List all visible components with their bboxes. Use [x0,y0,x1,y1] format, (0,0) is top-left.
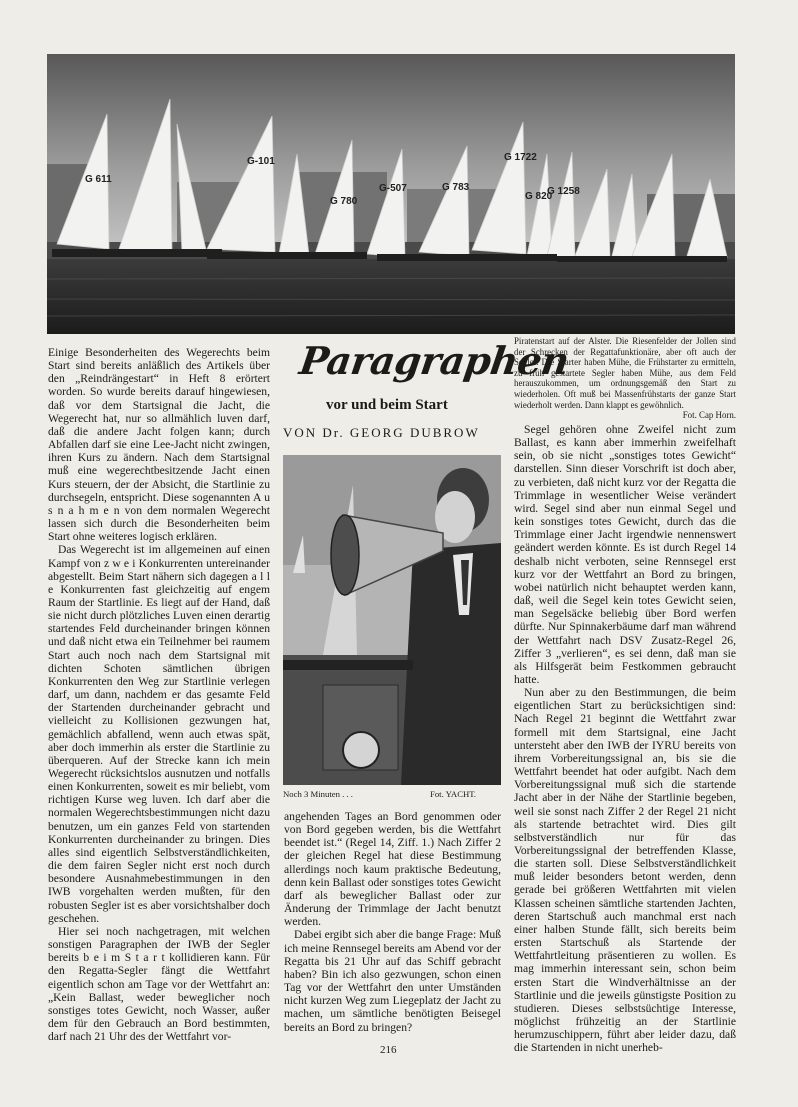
paragraph: Hier sei noch nachgetragen, mit welchen sonstigen Paragraphen der IWB der Segler bereits b e i m S t a r t kollidieren kann. Für den Regatta-Segler fängt die Wettfahrt eigentlich schon am Tage vor der Wettfahrt an: „Kein Ballast, weder beweglicher noch sonstiges totes Gewicht, noch Wasser, außer dem für den Gebrauch an Bord bestimmten, darf nach 21 Uhr des der Wettfahrt vor- [48,924,270,1044]
photo-credit: Fot. Cap Horn. [682,410,736,421]
sail-number: G 780 [330,196,358,207]
regatta-start-photo [47,54,735,334]
paragraph: Das Wegerecht ist im allgemeinen auf einen Kampf von z w e i Konkurrenten untereinander abgestellt. Beim Start nähern sich dagegen a l l e Konkurrenten fast gleichzeitig auf engem Raum der Startlinie. Es liegt auf der Hand, daß sie nicht durch plötzliches Luven einen derartig startendes Feld durcheinander bringen können und daß nicht etwa ein Teilnehmer bei raumem Start auch noch nach dem Startsignal mit dichten Schoten sämtlichen übrigen Konkurrenten den Weg zur Startlinie verlegen darf, um dann, nachdem er das gesamte Feld der Startenden durcheinander gebracht und vielleicht zu Kollisionen gezwungen hat, gemächlich abfallend, wenn auch etwas spät, aber doch immerhin als erster die Startlinie zu überqueren. Auf der Strecke kann ich mein Wegerecht rücksichtslos ausnutzen und notfalls einen Konkurrenten, soweit es mir beliebt, vom richtigen Kurse weg luven. Ich darf aber die normalen Wegerechtsbestimmungen nicht dazu benutzen, um ein ganzes Feld von startenden Konkurrenten durcheinander zu bringen. Dies alles sind eigentlich Selbstverständlichkeiten, die dem fairen Segler nicht erst noch durch besondere Ausnahmebestimmungen in den IWB vorgehalten werden mußten, für den robusten Segler ist es aber vorsichtshalber doch geschehen. [48,543,270,925]
sail-number: G-507 [379,183,407,194]
byline: VON Dr. GEORG DUBROW [283,425,480,440]
text-column-2 [284,810,501,1040]
paragraph: Segel gehören ohne Zweifel nicht zum Ballast, es kann aber immerhin zweifelhaft sein, ob sie nicht „sonstiges totes Gewicht“ darstellen. Sinn dieser Vorschrift ist doch aber, zu verbieten, daß nicht kurz vor der Regatta die Trimmlage in wesentlicher Weise verändert wird. Segel sind aber nun einmal Segel und kein sonstiges totes Gewicht, durch das die Trimmlage einer Jacht irgendwie nennenswert geändert werden könnte. Es ist durch Regel 14 deshalb nicht verboten, seine Rennsegel erst kurz vor der Wettfahrt an Bord zu bringen, wobei natürlich nicht behauptet werden kann, daß, weil die Segel kein totes Gewicht seien, man Segelsäcke beliebig über Bord werfen dürfte. Nur Spinnakerbäume darf man während der Wettfahrt nach DSV Zusatz-Regel 26, Ziffer 3 „verlieren“, es sei denn, daß man sie als Hilfsgerät beim Festkommen gebraucht hatte. [514,423,736,686]
megaphone-photo [283,455,501,785]
sail-number: G 1258 [547,186,580,197]
paragraph: Dabei ergibt sich aber die bange Frage: Muß ich meine Rennsegel bereits am Abend vor der Regatta bis 21 Uhr auf das Schiff gebracht haben? Bin ich also gezwungen, schon einen Tag vor der Wettfahrt den unter Umständen nicht kurzen Weg zum Liegeplatz der Jacht zu machen, um sämtliche benötigten Beisegel bereits an Bord zu bringen? [284,928,501,1034]
paragraph: angehenden Tages an Bord genommen oder von Bord gegeben werden, bis die Wettfahrt beendet ist.“ (Regel 14, Ziff. 1.) Nach Ziffer 2 der gleichen Regel hat diese Bestimmung allerdings noch kaum praktische Bedeutung, denn kein Ballast oder sonstiges totes Gewicht darf als beweglicher Ballast oder zur Änderung der Trimmlage der Jacht benutzt werden. [284,810,501,929]
paragraph: Nun aber zu den Bestimmungen, die beim eigentlichen Start zu berücksichtigen sind: Nach Regel 21 beginnt die Wettfahrt zwar formell mit dem Startsignal, eine Jacht untersteht aber den IWB der IYRU bereits von ihrem Vorbereitungssignal an, bis sie die Wettfahrt beendet hat oder aufgibt. Nach dem Vorbereitungssignal muß sich die startende Jacht aber in der Nähe der Startlinie begeben, weil sie sonst nach Ziffer 2 der Regel 21 nicht als startende betrachtet wird. Dies gilt selbstverständlich nur für das Vorbereitungssignal der betreffenden Klasse, die starten soll. Diese Selbstverständlichkeit muß leider besonders betont werden, denn gerade bei größeren Wettfahrten mit vielen Klassen scheinen sämtliche startenden Jachten, deren Startschuß auch manchmal erst nach einer halben Stunde fällt, sich bereits beim ersten Startschuß als Startende der Wettfahrtleitung präsentieren zu wollen. Es mag immerhin interessant sein, schon beim ersten Start die Windverhältnisse an der Startlinie und die jeweils günstigste Position zu studieren. Dieses selbstsüchtige Interesse, möglichst frühzeitig an der Startlinie herumzuschippern, führt aber leider dazu, daß die Startenden in nicht unerheb- [514,686,736,1055]
megaphone-illustration [283,455,501,785]
sail-number: G 1722 [504,152,537,163]
article-title: Paragraphen [296,338,572,383]
sail-number: G 611 [85,174,112,185]
article-subtitle: vor und beim Start [326,397,448,413]
photo-caption [514,336,736,421]
sail-number: G 820 [525,191,553,202]
text-column-3 [514,423,736,1055]
page-number: 216 [380,1044,397,1056]
regatta-start-illustration [47,54,735,334]
small-photo-credit: Fot. YACHT. [430,789,477,799]
sail-number: G 783 [442,182,470,193]
photo-caption-text: Piratenstart auf der Alster. Die Riesenfelder der Jollen sind der Schrecken der Regattafunktionäre, aber oft auch der Segler. Die Starter haben Mühe, die Frühstarter zu ermitteln, zu früh gestartete Segler haben Mühe, aus dem Feld herauszukommen, um ordnungsgemäß den Start zu wiederholen. Oft muß bei Massenfrühstarts der ganze Start wiederholt werden. Dann klappt es gewöhnlich. [514,336,736,410]
small-photo-caption: Noch 3 Minuten . . . [283,789,353,799]
sail-number: G-101 [247,156,275,167]
paragraph: Einige Besonderheiten des Wegerechts beim Start sind bereits anläßlich des Artikels über den „Reindrängestart“ in Heft 8 erörtert worden. So wurde bereits darauf hingewiesen, daß vor dem Startsignal die Jacht, die Wegerecht hat, nur so allmählich luven darf, daß die andere Jacht folgen kann; durch Abfallen darf sie eine Lee-Jacht nicht zwingen, ihren Kurs zu ändern. Nach dem Startsignal muß eine wegerechtbesitzende Jacht einen Kurs steuern, der der Absicht, die Startlinie zu durchsegeln, entspricht. Diese sogenannten A u s n a h m e n von dem normalen Wegerecht lassen sich durch die Besonderheiten beim Start ohne weiteres logisch erklären. [48,346,270,544]
text-column-1 [48,346,270,1044]
